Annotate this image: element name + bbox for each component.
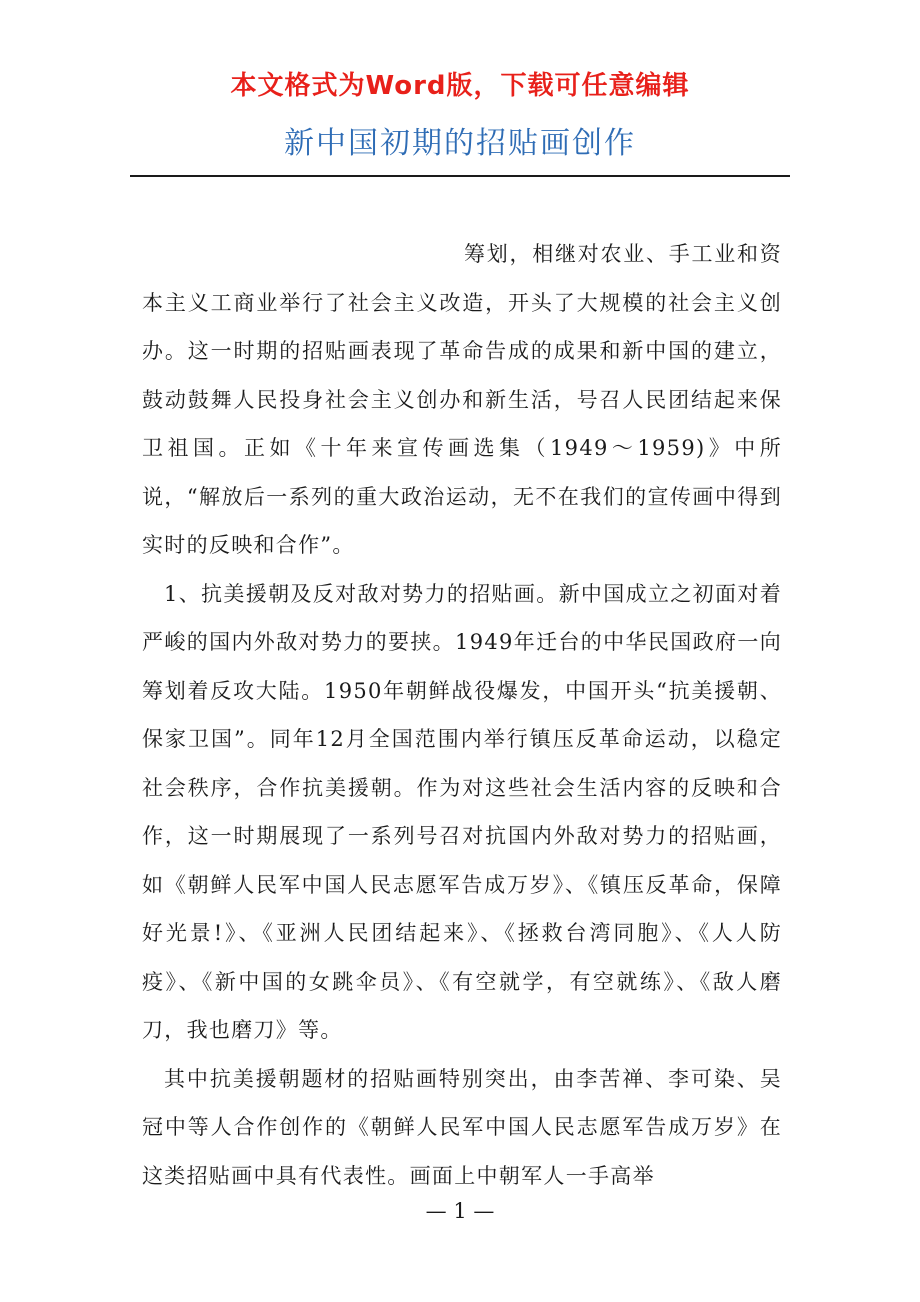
paragraph-section-1: 1、抗美援朝及反对敌对势力的招贴画。新中国成立之初面对着严峻的国内外敌对势力的要挟。1949年迁台的中华民国政府一向筹划着反攻大陆。1950年朝鲜战役爆发，中国开头“抗美援朝、保家卫国”。同年12月全国范围内举行镇压反革命运动，以稳定社会秩序，合作抗美援朝。作为对这些社会生活内容的反映和合作，这一时期展现了一系列号召对抗国内外敌对势力的招贴画，如《朝鲜人民军中国人民志愿军告成万岁》、《镇压反革命，保障好光景!》、《亚洲人民团结起来》、《拯救台湾同胞》、《人人防疫》、《新中国的女跳伞员》、《有空就学，有空就练》、《敌人磨刀，我也磨刀》等。 xyxy=(142,581,782,1042)
download-notice: 本文格式为Word版，下载可任意编辑 xyxy=(230,71,690,101)
document-body xyxy=(142,230,782,1200)
page-number: — 1 — xyxy=(425,1199,495,1223)
document-title: 新中国初期的招贴画创作 xyxy=(284,126,636,161)
paragraph-anti-us-aid-korea: 其中抗美援朝题材的招贴画特别突出，由李苦禅、李可染、吴冠中等人合作创作的《朝鲜人民军中国人民志愿军告成万岁》在这类招贴画中具有代表性。画面上中朝军人一手高举 xyxy=(142,1066,782,1188)
title-divider xyxy=(130,175,790,177)
paragraph-intro: 筹划，相继对农业、手工业和资本主义工商业举行了社会主义改造，开头了大规模的社会主义创办。这一时期的招贴画表现了革命告成的成果和新中国的建立，鼓动鼓舞人民投身社会主义创办和新生活，号召人民团结起来保卫祖国。正如《十年来宣传画选集（1949～1959)》中所说，“解放后一系列的重大政治运动，无不在我们的宣传画中得到实时的反映和合作”。 xyxy=(142,242,782,557)
